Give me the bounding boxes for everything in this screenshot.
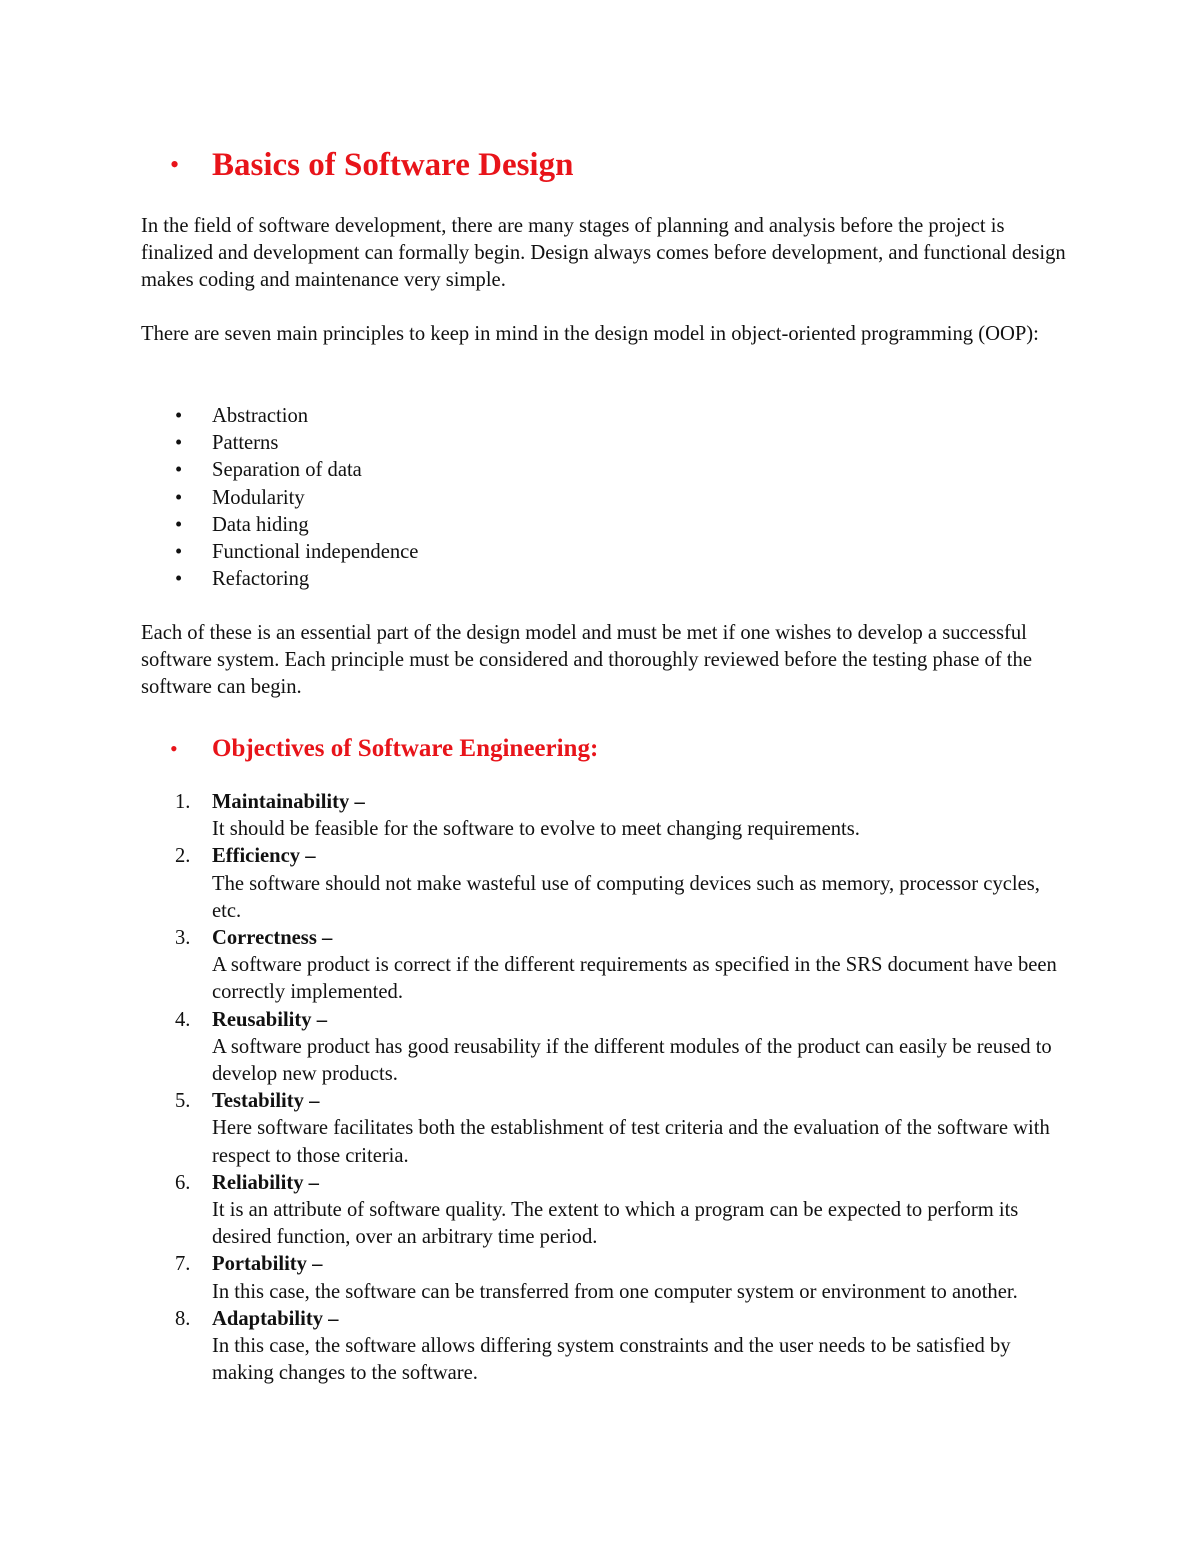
list-item: • Abstraction <box>141 403 1041 430</box>
list-item: • Functional independence <box>141 539 1041 566</box>
objective-number: 6. <box>175 1171 191 1194</box>
list-item: • Modularity <box>141 485 1041 512</box>
principles-list <box>141 403 1041 593</box>
objective-item <box>141 925 1071 1007</box>
objective-description: A software product has good reusability if the different modules of the product can easily be reused to develop new products. <box>212 1035 1052 1086</box>
objective-description: Here software facilitates both the establishment of test criteria and the evaluation of the software with respect to those criteria. <box>212 1117 1050 1167</box>
objective-term: Testability – <box>212 1090 320 1113</box>
objective-number: 5. <box>175 1090 191 1113</box>
heading-text: Basics of Software Design <box>212 147 574 183</box>
objective-item <box>141 1251 1071 1305</box>
objective-item <box>141 1170 1071 1252</box>
objective-number: 2. <box>175 845 191 868</box>
objective-term: Reliability – <box>212 1171 319 1194</box>
objectives-list <box>141 789 1071 1387</box>
objective-description: In this case, the software allows differing system constraints and the user needs to be satisfied by making changes to the software. <box>212 1335 1011 1385</box>
intro-paragraph: In the field of software development, there are many stages of planning and analysis before the project is finalized and development can formally begin. Design always comes before development, and functional design makes coding and maintenance very simple. <box>141 215 1066 292</box>
objective-term: Maintainability – <box>212 791 365 813</box>
conclusion-paragraph: Each of these is an essential part of the design model and must be met if one wishes to develop a successful software system. Each principle must be considered and thoroughly reviewed before the testing phase of the software can begin. <box>141 622 1032 699</box>
objective-term: Adaptability – <box>212 1307 339 1330</box>
objective-description: A software product is correct if the different requirements as specified in the SRS document have been correctly implemented. <box>212 954 1057 1004</box>
list-item: • Refactoring <box>141 566 1041 593</box>
objective-term: Portability – <box>212 1253 323 1276</box>
heading-text: Objectives of Software Engineering: <box>212 735 599 762</box>
objective-number: 3. <box>175 927 191 950</box>
objective-item <box>141 1088 1071 1170</box>
heading-bullet: • <box>170 150 180 179</box>
list-item: • Patterns <box>141 430 1041 457</box>
objective-item <box>141 843 1071 925</box>
list-item: • Separation of data <box>141 457 1041 484</box>
objective-item <box>141 1007 1071 1089</box>
objective-item <box>141 789 1071 843</box>
objective-item <box>141 1306 1071 1388</box>
objective-number: 4. <box>175 1008 191 1031</box>
objective-description: The software should not make wasteful use of computing devices such as memory, processor cycles, etc. <box>212 872 1040 922</box>
objective-number: 1. <box>175 791 191 813</box>
objective-term: Correctness – <box>212 927 333 950</box>
list-item: • Data hiding <box>141 512 1041 539</box>
objective-description: It is an attribute of software quality. The extent to which a program can be expected to perform its desired function, over an arbitrary time period. <box>212 1199 1019 1249</box>
objective-description: In this case, the software can be transferred from one computer system or environment to another. <box>212 1280 1018 1303</box>
heading-bullet: • <box>170 736 178 761</box>
objective-number: 8. <box>175 1307 191 1330</box>
objective-number: 7. <box>175 1253 191 1276</box>
objective-description: It should be feasible for the software to evolve to meet changing requirements. <box>212 818 860 841</box>
objective-term: Efficiency – <box>212 845 316 868</box>
objective-term: Reusability – <box>212 1008 327 1031</box>
principles-intro-paragraph: There are seven main principles to keep in mind in the design model in object-oriented programming (OOP): <box>141 323 1039 345</box>
